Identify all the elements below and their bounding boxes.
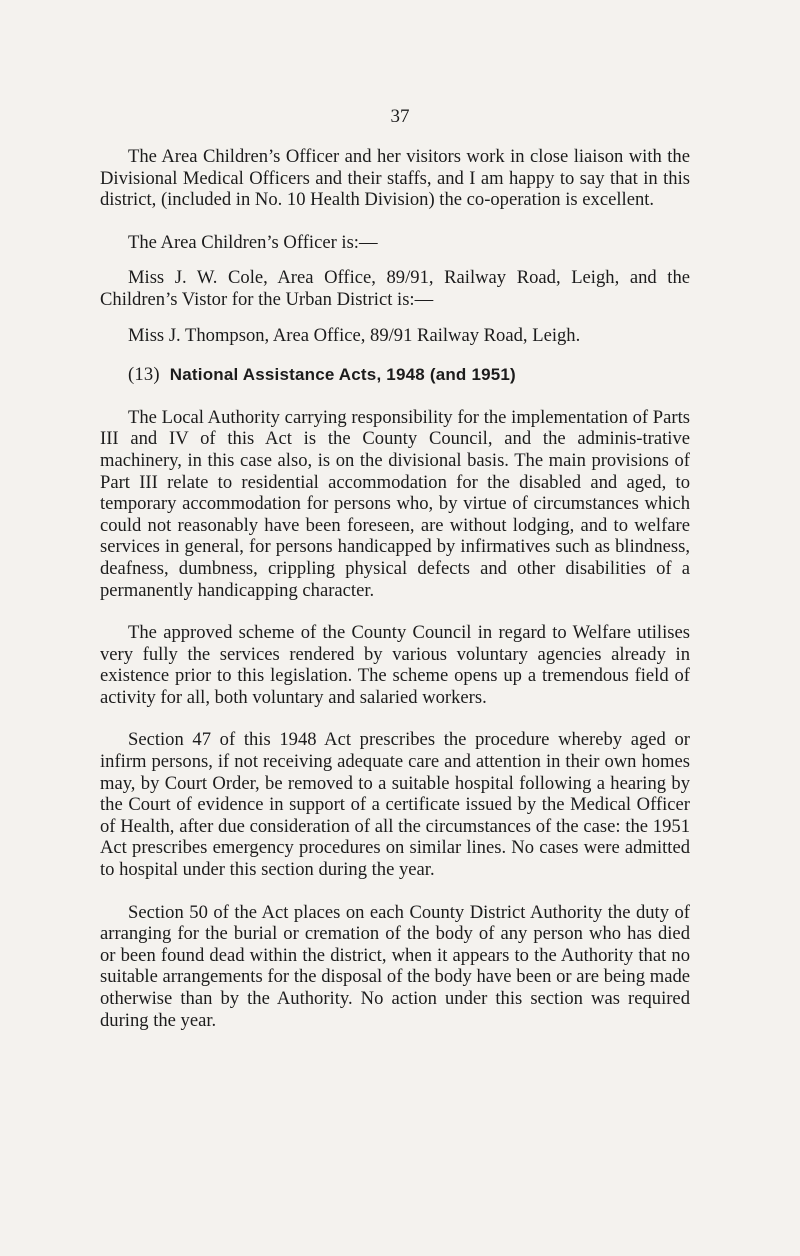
- body-text: [100, 146, 690, 1031]
- section-title: National Assistance Acts, 1948 (and 1951): [169, 365, 516, 385]
- paragraph-liaison: The Area Children’s Officer and her visitors work in close liaison with the Divisional Medical Officers and their staffs, and I am happy to say that in this district, (included in No. 10 Health Division) the co-operation is excellent.: [100, 146, 690, 211]
- section-number: (13): [128, 364, 160, 386]
- paragraph-visitor-name: Miss J. Thompson, Area Office, 89/91 Railway Road, Leigh.: [128, 324, 581, 346]
- paragraph-section-47: Section 47 of this 1948 Act prescribes the procedure whereby aged or infirm persons, if not receiving adequate care and attention in their own homes may, by Court Order, be removed to a suitable hospital following a hearing by the Court of evidence in support of a certificate issued by the Medical Officer of Health, after due consideration of all the circumstances of the case: the 1951 Act prescribes emergency procedures on similar lines. No cases were admitted to hospital under this section during the year.: [100, 729, 690, 881]
- paragraph-local-authority: The Local Authority carrying responsibility for the implementation of Parts III and IV of this Act is the County Council, and the adminis-trative machinery, in this case also, is on the divisional basis. The main provisions of Part III relate to residential accommodation for the disabled and aged, to temporary accommodation for persons who, by virtue of circumstances which could not reasonably have been foreseen, are without lodging, and to welfare services in general, for persons handicapped by infirmatives such as blindness, deafness, dumbness, crippling physical defects and other disabilities of a permanently handicapping character.: [100, 406, 690, 601]
- paragraph-area-officer-name: Miss J. W. Cole, Area Office, 89/91, Railway Road, Leigh, and the Children’s Vistor for the Urban District is:—: [100, 267, 690, 310]
- paragraph-approved-scheme: The approved scheme of the County Council in regard to Welfare utilises very fully the services rendered by various voluntary agencies already in existence prior to this legislation. The scheme opens up a tremendous field of activity for all, both voluntary and salaried workers.: [100, 622, 690, 708]
- paragraph-area-officer-label: The Area Children’s Officer is:—: [128, 231, 378, 253]
- paragraph-section-50: Section 50 of the Act places on each County District Authority the duty of arranging for the burial or cremation of the body of any person who has died or been found dead within the district, when it appears to the Authority that no suitable arrangements for the disposal of the body have been or are being made otherwise than by the Authority. No action under this section was required during the year.: [100, 901, 690, 1031]
- page-number: 37: [390, 106, 410, 127]
- section-heading: [100, 364, 690, 386]
